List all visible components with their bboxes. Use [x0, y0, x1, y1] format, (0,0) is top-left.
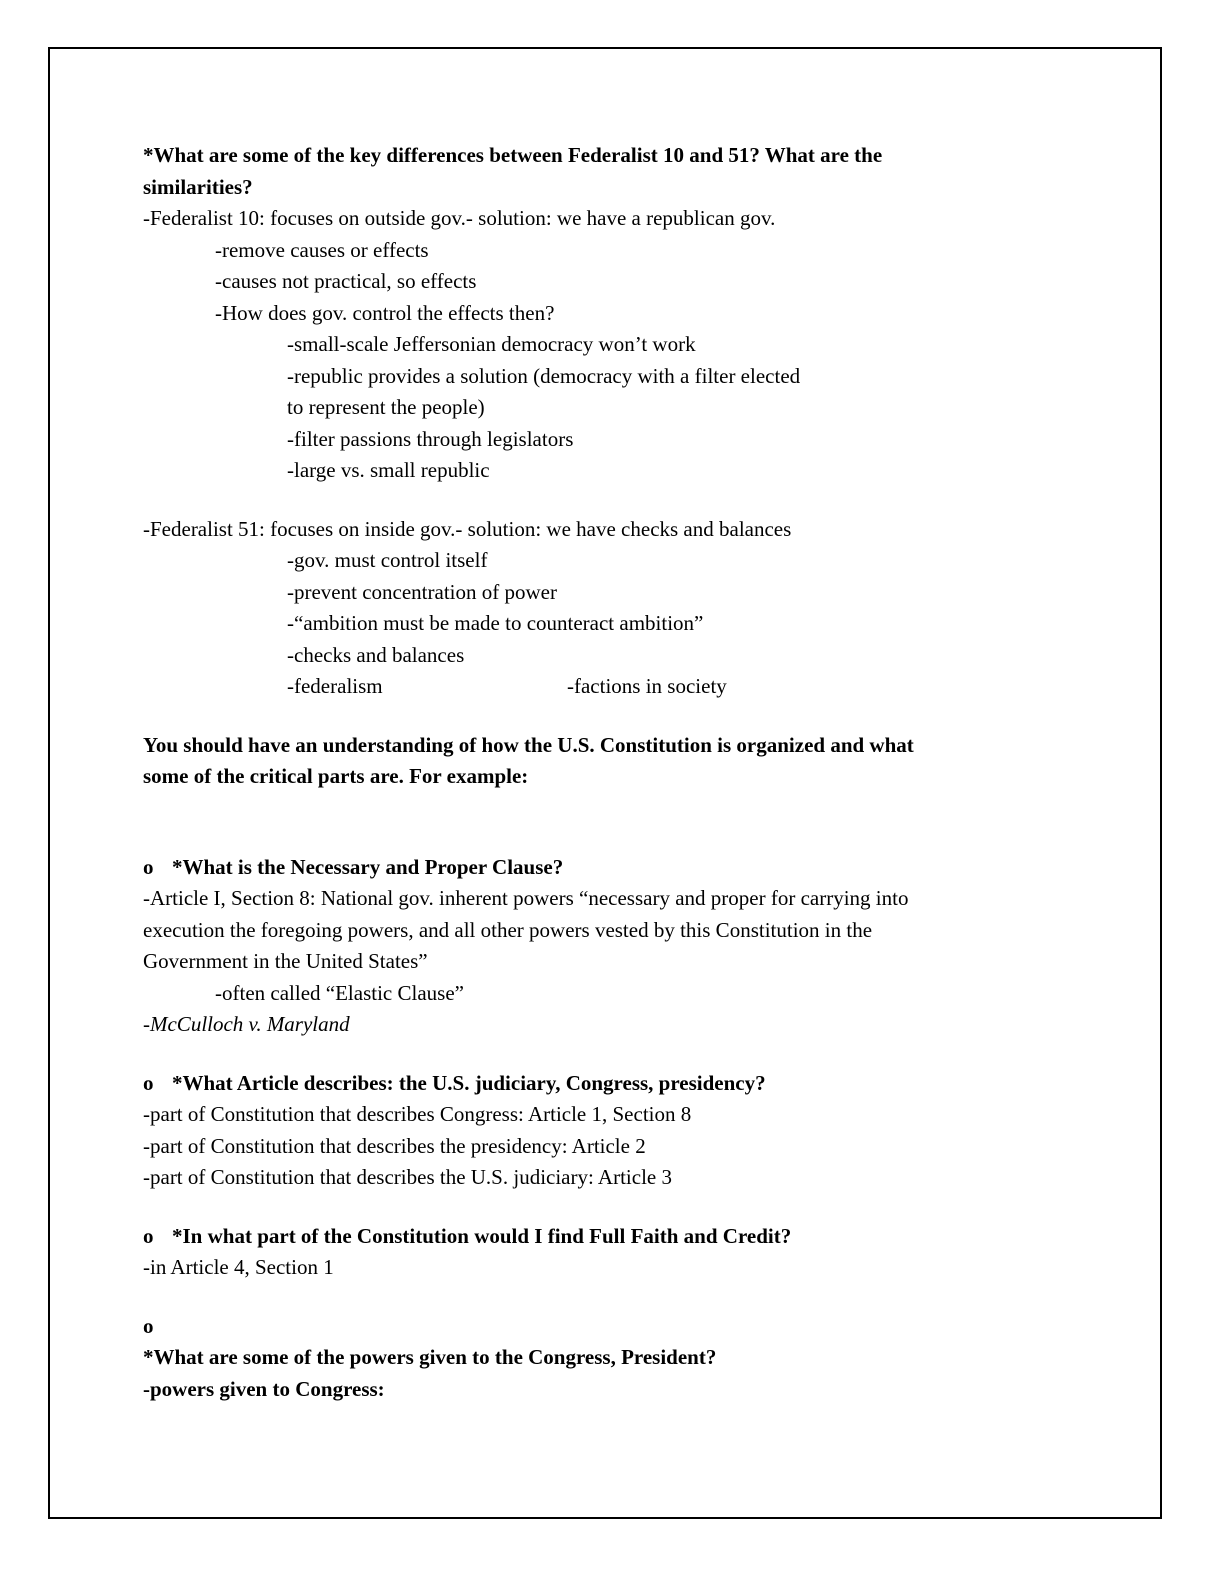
necessary-proper-answer: Government in the United States” [143, 949, 428, 973]
federalist51-last-row [143, 671, 1043, 703]
federalist51-subitem: -checks and balances [287, 642, 465, 667]
question-text: *What is the Necessary and Proper Clause? [172, 854, 564, 879]
federalist10-subitem: -large vs. small republic [287, 458, 490, 482]
powers-congress-heading: -powers given to Congress: [143, 1376, 385, 1401]
federalist10-item: -remove causes or effects [215, 237, 429, 262]
federalist10-subitem: -filter passions through legislators [287, 426, 574, 451]
federalist10-item: -causes not practical, so effects [215, 269, 477, 293]
federalist10-item: -How does gov. control the effects then? [215, 300, 555, 325]
federalist10-subitem: to represent the people) [287, 395, 485, 419]
bullet-marker: o [143, 854, 154, 879]
federalist-question-line2: similarities? [143, 174, 253, 199]
question-text: *In what part of the Constitution would I find Full Faith and Credit? [172, 1223, 792, 1248]
full-faith-answer: -in Article 4, Section 1 [143, 1255, 334, 1279]
federalist51-subitem: -prevent concentration of power [287, 579, 557, 604]
mcculloch-case: -McCulloch v. Maryland [143, 1012, 350, 1036]
article-answer: -part of Constitution that describes Congress: Article 1, Section 8 [143, 1102, 692, 1126]
article-answer: -part of Constitution that describes the U.S. judiciary: Article 3 [143, 1165, 672, 1189]
article-question [143, 1068, 1043, 1100]
factions-item: -factions in society [567, 674, 727, 698]
document-body [143, 140, 1043, 1405]
elastic-clause-note: -often called “Elastic Clause” [215, 980, 464, 1005]
necessary-proper-answer: -Article I, Section 8: National gov. inherent powers “necessary and proper for carrying into [143, 886, 909, 910]
federalist51-heading: -Federalist 51: focuses on inside gov.- solution: we have checks and balances [143, 516, 792, 541]
question-text: *What Article describes: the U.S. judiciary, Congress, presidency? [172, 1070, 766, 1095]
bullet-marker: o [143, 1223, 154, 1248]
necessary-proper-question [143, 852, 1043, 884]
constitution-intro-line1: You should have an understanding of how the U.S. Constitution is organized and what [143, 732, 914, 757]
full-faith-question [143, 1221, 1043, 1253]
federalist10-heading: -Federalist 10: focuses on outside gov.- solution: we have a republican gov. [143, 206, 776, 230]
federalist51-subitem: -gov. must control itself [287, 548, 488, 572]
federalist51-subitem: -“ambition must be made to counteract ambition” [287, 611, 704, 635]
federalism-item: -federalism [287, 674, 383, 698]
bullet-marker: o [143, 1070, 154, 1095]
necessary-proper-answer: execution the foregoing powers, and all other powers vested by this Constitution in the [143, 917, 873, 942]
constitution-intro-line2: some of the critical parts are. For example: [143, 764, 529, 788]
federalist-question-line1: *What are some of the key differences between Federalist 10 and 51? What are the [143, 143, 883, 167]
federalist10-subitem: -small-scale Jeffersonian democracy won’t work [287, 332, 696, 356]
article-answer: -part of Constitution that describes the presidency: Article 2 [143, 1133, 646, 1158]
bullet-marker: o [143, 1313, 154, 1338]
federalist10-subitem: -republic provides a solution (democracy with a filter elected [287, 363, 801, 388]
powers-question: *What are some of the powers given to the Congress, President? [143, 1345, 717, 1369]
